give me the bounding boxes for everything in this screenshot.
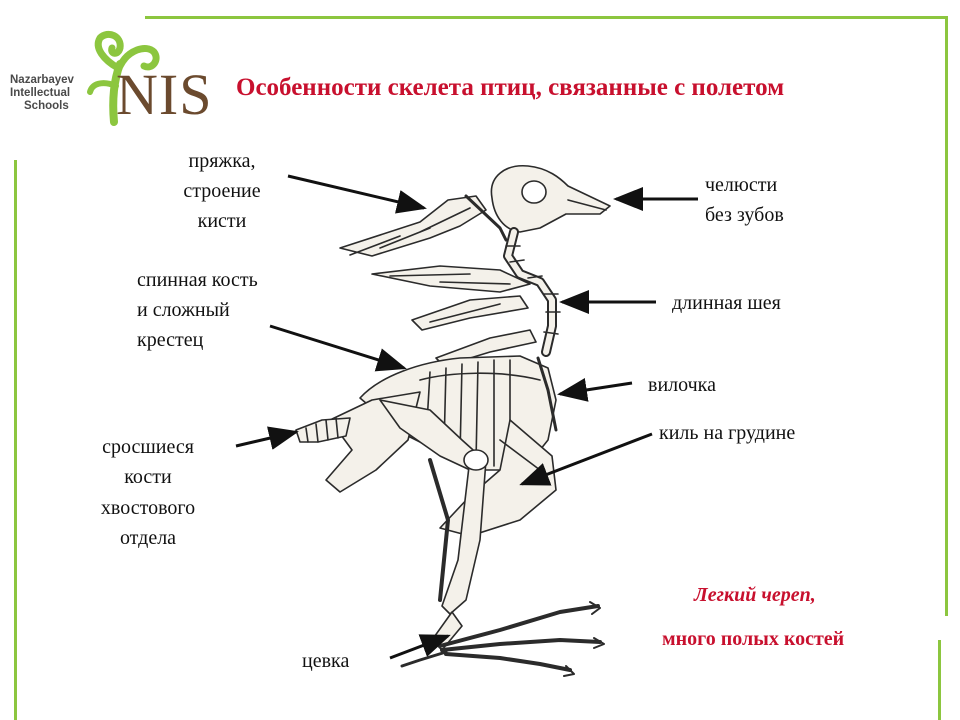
label-buckle — [160, 146, 284, 236]
label-spine — [137, 265, 258, 355]
label-neck: длинная шея — [672, 292, 781, 314]
label-tarsus: цевка — [302, 650, 350, 672]
label-tail-line3: хвостового — [100, 496, 196, 519]
label-keel: киль на грудине — [659, 422, 796, 444]
label-tail-line2: кости — [124, 466, 172, 489]
bird-skeleton-illustration — [296, 166, 610, 676]
logo-text-line3: Schools — [24, 100, 69, 112]
label-buckle-line3: кисти — [197, 210, 247, 232]
label-jaws-line2: без зубов — [705, 204, 784, 226]
label-spine-line2: и сложный — [137, 299, 230, 321]
note-light-skull: Легкий череп, — [694, 584, 816, 606]
note-hollow-bones: много полых костей — [662, 628, 845, 650]
arrow-furcula — [560, 383, 632, 394]
label-spine-line3: крестец — [137, 329, 204, 351]
label-buckle-line2: строение — [183, 180, 261, 202]
logo-text-line1: Nazarbayev — [10, 74, 74, 86]
page-title: Особенности скелета птиц, связанные с полетом — [236, 74, 785, 101]
arrow-buckle — [288, 176, 424, 208]
label-tail-line1: сросшиеся — [102, 436, 194, 458]
arrow-spine — [270, 326, 404, 368]
label-spine-line1: спинная кость — [137, 269, 258, 291]
label-tail — [72, 432, 224, 554]
logo-text-line2: Intellectual — [10, 87, 71, 99]
label-jaws — [705, 170, 784, 230]
arrow-tail — [236, 432, 296, 446]
label-buckle-line1: пряжка, — [188, 150, 256, 172]
label-jaws-line1: челюсти — [705, 174, 778, 196]
label-furcula: вилочка — [648, 374, 716, 396]
logo-mark: NIS — [116, 62, 213, 127]
label-tail-line4: отдела — [119, 527, 177, 550]
